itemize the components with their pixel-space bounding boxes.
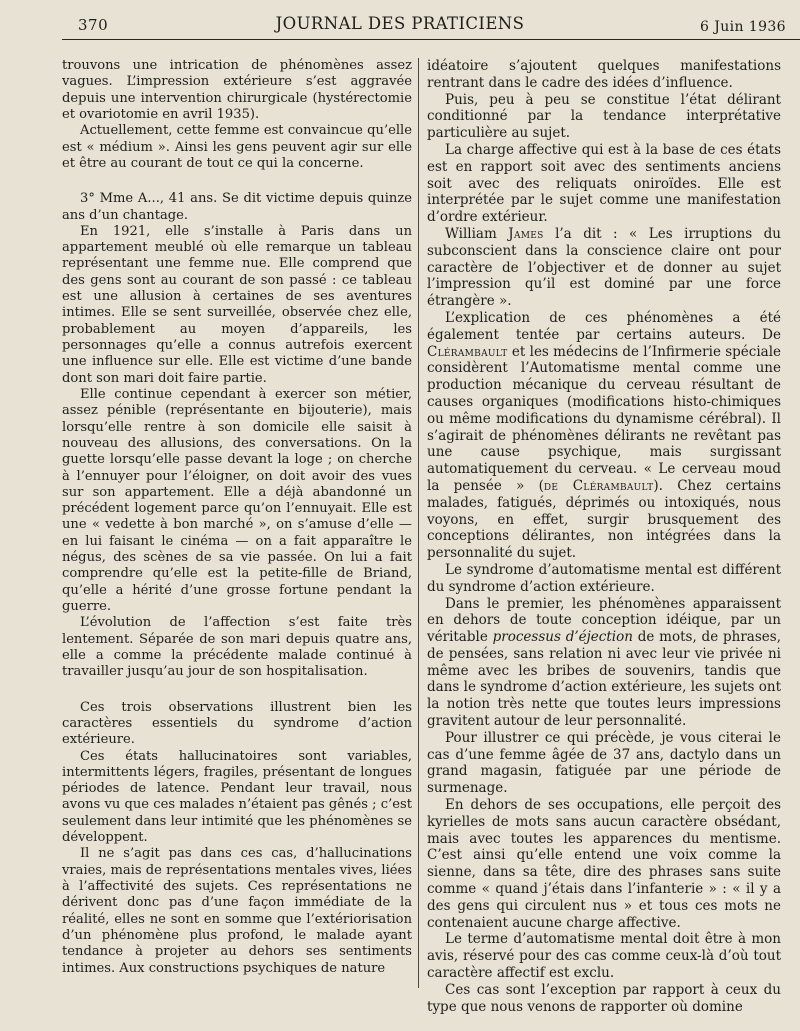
paragraph: idéatoire s’ajoutent quelques manifestations rentrant dans le cadre des idées d’influence. (427, 58, 781, 91)
paragraph: Le terme d’automatisme mental doit être à mon avis, réservé pour des cas comme ceux-là d’où tout caractère affectif est exclu. (427, 931, 781, 982)
text-run: et les médecins de l’Infirmerie spéciale considèrent l’Automatisme mental comme une production mécanique du cerveau résultant de causes organiques (modifications histo-chimiques ou même modifications du dynamisme cérébral). Il s’agirait de phénomènes délirants ne revêtant pas une cause psychique, mais surgissant automatiquement du cerveau. « Le cerveau moud la pensée » ( (427, 343, 782, 494)
paragraph: Ces trois observations illustrent bien les caractères essentiels du syndrome d’action extérieure. (62, 699, 412, 748)
text-run: Dans le premier, les phénomènes apparaissent en dehors de toute conception idéique, par un véritable (427, 595, 781, 646)
text-run: de mots, de phrases, de pensées, sans relation ni avec leur vie privée ni même avec les bribes de souvenirs, tandis que dans le syndrome d’action extérieure, les sujets ont la notion très nette que toutes leurs impressions gravitent autour de leur personnalité. (427, 629, 781, 730)
text-run: William (445, 225, 509, 242)
paragraph: trouvons une intrication de phénomènes assez vagues. L’impression extérieure s’est aggravée depuis une intervention chirurgicale (hystérectomie et ovariotomie en avril 1935). (62, 58, 412, 122)
page-header (0, 0, 800, 48)
paragraph: La charge affective qui est à la base de ces états est en rapport soit avec des sentiments anciens soit avec des reliquats oniroïdes. Elle est interprétée par le sujet comme une manifestation d’ordre extérieur. (427, 141, 781, 226)
paragraph: Pour illustrer ce qui précède, je vous citerai le cas d’une femme âgée de 37 ans, dactylo dans un grand magasin, fatiguée par une période de surmenage. (427, 729, 781, 797)
paragraph: Le syndrome d’automatisme mental est différent du syndrome d’action extérieure. (427, 561, 781, 595)
issue-date: 6 Juin 1936 (700, 19, 786, 35)
paragraph: Actuellement, cette femme est convaincue qu’elle est « médium ». Ainsi les gens peuvent agir sur elle et être au courant de tout ce qui la concerne. (62, 123, 412, 171)
column-divider (418, 58, 419, 988)
text-run: l’a dit : « Les irruptions du subconscient dans la conscience claire ont pour caractère de l’objectiver et de donner au sujet l’impression qu’il est dominé par une force étrangère ». (427, 225, 781, 310)
journal-title: JOURNAL DES PRATICIENS (275, 14, 525, 33)
paragraph (427, 596, 781, 730)
header-rule (62, 39, 800, 40)
right-column (427, 58, 781, 1015)
left-column (62, 58, 412, 977)
author-name: James (508, 225, 544, 242)
paragraph: Ces états hallucinatoires sont variables, intermittents légers, fragiles, présentant de longues périodes de latence. Pendant leur travail, nous avons vu que ces malades n’étaient pas gênés ; c’est seulement dans leur intimité que les phénomènes se développent. (62, 748, 412, 846)
paragraph (427, 226, 781, 310)
paragraph: Puis, peu à peu se constitue l’état délirant conditionné par la tendance interprétative particulière au sujet. (427, 91, 781, 142)
paragraph: En 1921, elle s’installe à Paris dans un appartement meublé où elle remarque un tableau représentant une femme nue. Elle comprend que des gens sont au courant de son passé : ce tableau est une allusion à certaines de ses aventures intimes. Elle se sent surveillée, observée chez elle, probablement au moyen d’appareils, les personnages qu’elle a connus autrefois exercent une influence sur elle. Elle est victime d’une bande dont son mari doit faire partie. (62, 223, 412, 386)
paragraph: L’évolution de l’affection s’est faite très lentement. Séparée de son mari depuis quatre ans, elle a comme la précédente malade continué à travailler jusqu’au jour de son hospitalisation. (62, 615, 412, 680)
paragraph: En dehors de ses occupations, elle perçoit des kyrielles de mots sans aucun caractère obsédant, mais avec toutes les apparences du mentisme. C’est ainsi qu’elle entend une voix comme la sienne, dans sa tête, dire des phrases sans suite comme « quand j’étais dans l’infanterie » : « il y a des gens qui circulent nus » et tous ces mots ne contenaient aucune charge affective. (427, 797, 781, 931)
paragraph: Ces cas sont l’exception par rapport à ceux du type que nous venons de rapporter où domine (427, 981, 781, 1015)
author-name: de Clérambault (543, 477, 654, 494)
text-run: L’explication de ces phénomènes a été également tentée par certains auteurs. De (427, 309, 781, 343)
paragraph: 3° Mme A..., 41 ans. Se dit victime depuis quinze ans d’un chantage. (62, 191, 412, 223)
text-run: ). Chez certains malades, fatigués, déprimés ou intoxiqués, nous voyons, en effet, surgir brusquement des conceptions délirantes, non intégrées dans la personnalité du sujet. (427, 477, 781, 562)
author-name: Clérambault (427, 343, 508, 360)
italic-term: processus d’éjection (492, 629, 633, 646)
paragraph: Elle continue cependant à exercer son métier, assez pénible (représentante en bijouterie), mais lorsqu’elle rentre à son domicile elle saisit à nouveau des allusions, des conversations. On la guette lorsqu’elle passe devant la loge ; on cherche à l’ennuyer pour l’éloigner, on doit avoir des vues sur son appartement. Elle a déjà abandonné un précédent logement parce qu’on l’ennuyait. Elle est une « vedette à bon marché », on s’amuse d’elle — en lui faisant le cinéma — on a fait apparaître le négus, des scènes de sa vie passée. On lui a fait comprendre qu’elle est la petite-fille de Briand, qu’elle a hérité d’une grosse fortune pendant la guerre. (62, 386, 412, 614)
paragraph (427, 310, 781, 562)
paragraph: Il ne s’agit pas dans ces cas, d’hallucinations vraies, mais de représentations mentales vives, liées à l’affectivité des sujets. Ces représentations ne dérivent donc pas d’une façon immédiate de la réalité, elles ne sont en somme que l’extériorisation d’un phénomène plus profond, le malade ayant tendance à projeter au dehors ses sentiments intimes. Aux constructions psychiques de nature (62, 846, 412, 976)
page-number: 370 (78, 16, 109, 34)
